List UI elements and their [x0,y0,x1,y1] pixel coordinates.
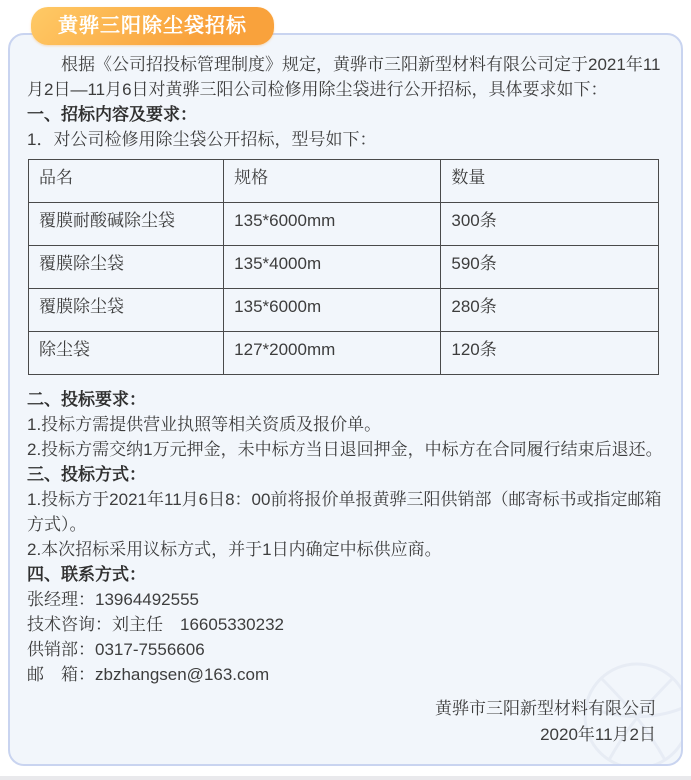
contact-supply-dept-phone: 供销部：0317-7556606 [27,640,205,659]
announcement-body [10,35,681,748]
col-header-spec: 规格 [224,160,441,203]
section1-item1: 1．对公司检修用除尘袋公开招标，型号如下： [27,130,377,149]
announcement-title-badge [31,7,274,45]
section1-title: 一、招标内容及要求： [27,105,197,124]
cell-product: 覆膜除尘袋 [29,289,224,332]
table-header-row [29,160,659,203]
signature-block [27,696,664,748]
section4-title: 四、联系方式： [27,565,146,584]
spec-table [28,159,659,375]
announcement-card [8,33,683,766]
cell-spec: 135*6000m [224,289,441,332]
cell-product: 除尘袋 [29,332,224,375]
announcement-date: 2020年11月2日 [540,725,656,744]
cell-qty: 280条 [441,289,658,332]
cell-product: 覆膜耐酸碱除尘袋 [29,203,224,246]
section3-item1: 1.投标方于2021年11月6日8：00前将报价单报黄骅三阳供销部（邮寄标书或指定邮箱方式）。 [27,490,662,534]
col-header-product: 品名 [29,160,224,203]
announcement-title: 黄骅三阳除尘袋招标 [58,15,247,37]
intro-paragraph: 根据《公司招投标管理制度》规定，黄骅市三阳新型材料有限公司定于2021年11月2日—11月6日对黄骅三阳公司检修用除尘袋进行公开招标，具体要求如下： [27,55,661,99]
section2-item1: 1.投标方需提供营业执照等相关资质及报价单。 [27,415,382,434]
page-bottom-strip [0,776,691,780]
section2-item2: 2.投标方需交纳1万元押金，未中标方当日退回押金，中标方在合同履行结束后退还。 [27,440,663,459]
table-row [29,332,659,375]
section3-title: 三、投标方式： [27,465,146,484]
cell-qty: 120条 [441,332,658,375]
cell-spec: 135*6000mm [224,203,441,246]
contact-manager-phone: 张经理：13964492555 [27,590,200,609]
contact-technical-phone: 技术咨询：刘主任 16605330232 [27,615,285,634]
cell-product: 覆膜除尘袋 [29,246,224,289]
cell-spec: 135*4000m [224,246,441,289]
table-row [29,203,659,246]
company-name: 黄骅市三阳新型材料有限公司 [435,699,656,718]
table-row [29,289,659,332]
table-row [29,246,659,289]
cell-spec: 127*2000mm [224,332,441,375]
section2-title: 二、投标要求： [27,390,146,409]
cell-qty: 300条 [441,203,658,246]
col-header-qty: 数量 [441,160,658,203]
section3-item2: 2.本次招标采用议标方式，并于1日内确定中标供应商。 [27,540,442,559]
contact-email: 邮 箱：zbzhangsen@163.com [27,665,270,684]
cell-qty: 590条 [441,246,658,289]
